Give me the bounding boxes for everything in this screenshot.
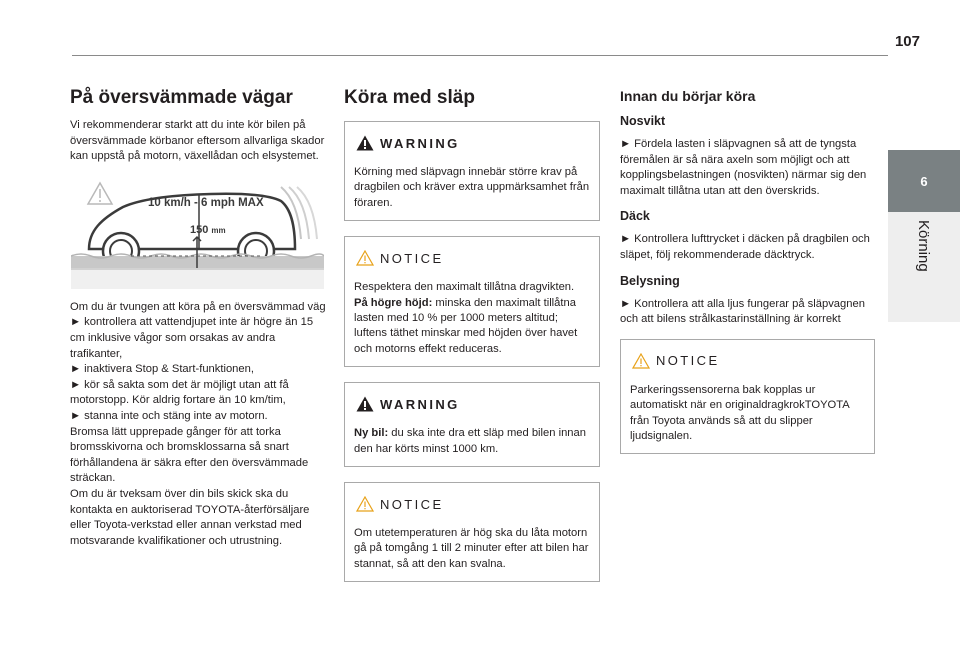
box-text: Respektera den maximalt tillåtna dragvikten.: [354, 281, 575, 294]
notice-icon: [356, 496, 374, 512]
notice-icon: [632, 353, 650, 369]
warning-box: [344, 121, 600, 221]
body-text: ► Fördela lasten i släpvagnen så att de tyngsta föremålen är så nära axeln som möjligt och att kopplingsbelastningen (nosvikten) närmar sig den maximalt tillåtna utan att den överskrids.: [620, 138, 867, 197]
subheading-belysning: Belysning: [620, 273, 680, 288]
page-number: 107: [894, 33, 920, 50]
body-line: ► kör så sakta som det är möjligt utan att få motorstopp. Kör aldrig fortare än 10 km/tim,: [70, 378, 289, 407]
notice-box: [344, 236, 600, 367]
box-text: Om utetemperaturen är hög ska du låta motorn gå på tomgång 1 till 2 minuter efter att bilen har stannat, så att den kan svalna.: [354, 527, 589, 570]
body-line: Om du är tvungen att köra på en översvämmad väg: [70, 300, 326, 313]
box-text: Parkeringssensorerna bak kopplas ur automatiskt när en originaldragkrokTOYOTA från Toyota används så att du slipper ljudsignalen.: [630, 383, 850, 442]
body-line: ► stanna inte och stäng inte av motorn.: [70, 409, 268, 422]
body-line: Bromsa lätt upprepade gånger för att torka bromsskivorna och bromsklossarna så snart förhållandena är säkra efter den översvämmade sträckan.: [70, 425, 309, 485]
box-label: NOTICE: [380, 496, 444, 512]
chapter-tab[interactable]: 6: [888, 150, 960, 212]
chapter-label: [888, 212, 960, 322]
notice-box: [620, 339, 875, 455]
section-title: Innan du börjar köra: [620, 88, 756, 104]
section-title: På översvämmade vägar: [70, 87, 293, 108]
bold-lead: Ny bil:: [354, 427, 389, 440]
box-label: NOTICE: [380, 250, 444, 266]
depth-value: 150: [190, 223, 209, 236]
box-text: Körning med släpvagn innebär större krav på dragbilen och kräver extra uppmärksamhet från föraren.: [354, 166, 590, 209]
flood-illustration: [71, 177, 324, 289]
column-before-driving: [620, 80, 875, 469]
body-line: ► inaktivera Stop & Start-funktionen,: [70, 363, 254, 376]
speed-limit-label: 10 km/h - 6 mph MAX: [148, 196, 264, 209]
body-line: ► kontrollera att vattendjupet inte är högre än 15 cm inklusive vågor som orsakas av andra trafikanter,: [70, 316, 314, 360]
depth-unit: mm: [211, 225, 226, 235]
depth-label: [190, 224, 226, 236]
notice-icon: [356, 250, 374, 266]
bold-lead: På högre höjd:: [354, 296, 433, 309]
body-text: ► Kontrollera lufttrycket i däcken på dragbilen och släpet, följ rekommenderade däcktryck.: [620, 233, 870, 261]
box-label: NOTICE: [656, 353, 720, 369]
chapter-title: Körning: [915, 220, 932, 272]
box-text-with-bold: [354, 426, 590, 457]
column-towing: [344, 80, 600, 597]
box-text-with-bold: [354, 296, 590, 358]
intro-text: Vi rekommenderar starkt att du inte kör bilen på översvämmade körbanor eftersom allvarliga skador kan uppstå på motorn, växellådan och elsystemet.: [70, 119, 325, 163]
column-flooded-roads: [70, 80, 328, 549]
box-label: WARNING: [380, 135, 460, 151]
subheading-dack: Däck: [620, 209, 650, 224]
box-text: du ska inte dra ett släp med bilen innan den har körts minst 1000 km.: [354, 427, 586, 455]
warning-icon: [356, 396, 374, 412]
box-label: WARNING: [380, 396, 460, 412]
subheading-nosvikt: Nosvikt: [620, 114, 666, 128]
section-title: Köra med släp: [344, 87, 475, 108]
warning-box: [344, 382, 600, 467]
body-line: Om du är tveksam över din bils skick ska du kontakta en auktoriserad TOYOTA-återförsäljare eller Toyota-verkstad eller annan verkstad med motsvarande kvalifikationer och utrustning.: [70, 487, 310, 547]
body-text: ► Kontrollera att alla ljus fungerar på släpvagnen och att bilens strålkastarinställning är korrekt: [620, 297, 865, 326]
header-rule: [72, 55, 888, 56]
box-text: minska den maximalt tillåtna lasten med 10 % per 1000 meters altitud; luftens täthet minskar med höjden över havet och motorns effekt reduceras.: [354, 296, 578, 355]
notice-box: [344, 482, 600, 582]
warning-icon: [356, 135, 374, 151]
